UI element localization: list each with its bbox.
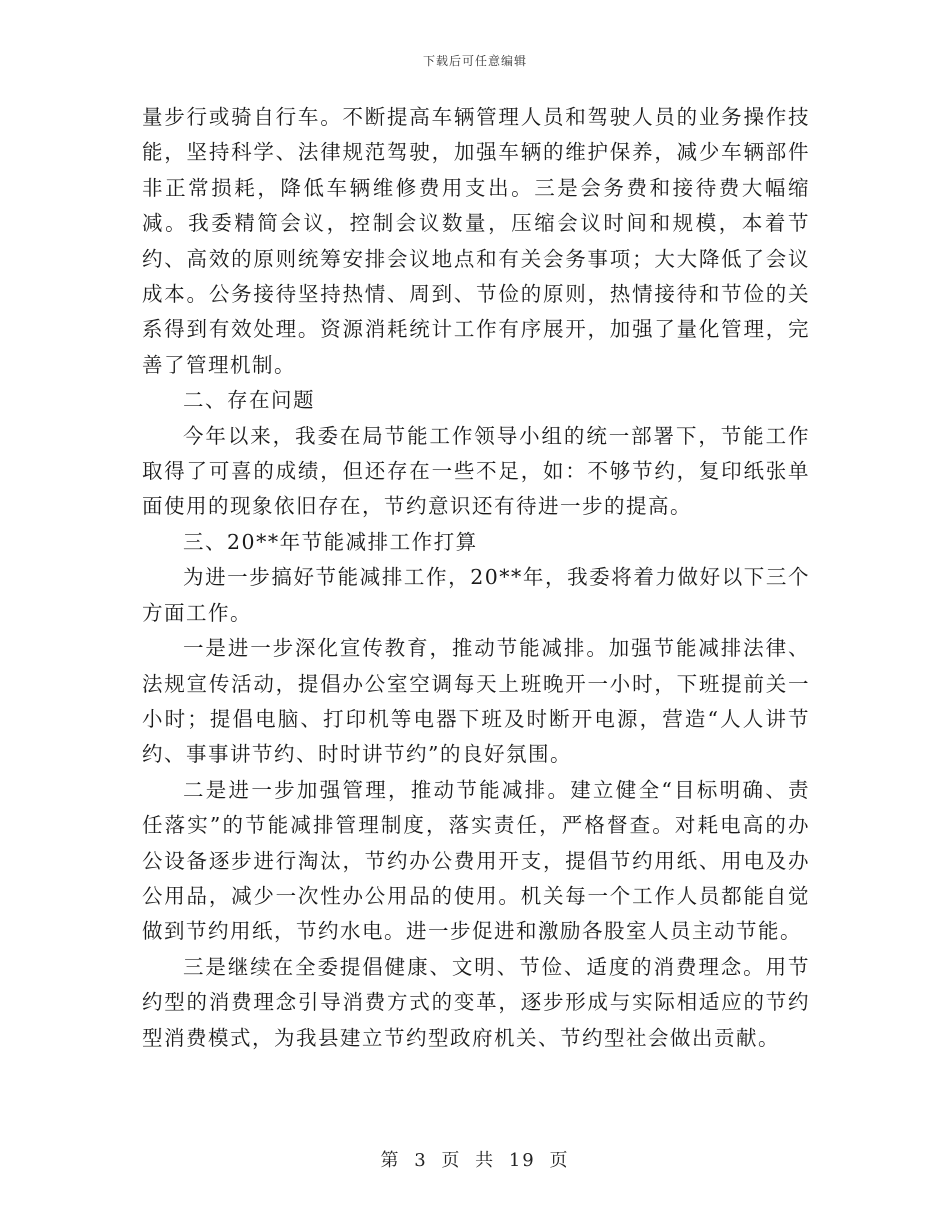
page-number: 第 3 页 共 19 页 — [380, 1150, 570, 1171]
paragraph-plan-intro: 为进一步搞好节能减排工作，20**年，我委将着力做好以下三个方面工作。 — [142, 565, 810, 625]
section-heading-problems: 二、存在问题 — [183, 388, 315, 413]
document-body — [142, 100, 810, 1056]
paragraph-continuation: 量步行或骑自行车。不断提高车辆管理人员和驾驶人员的业务操作技能，坚持科学、法律规范驾驶，加强车辆的维护保养，减少车辆部件非正常损耗，降低车辆维修费用支出。三是会务费和接待费大幅缩减。我委精简会议，控制会议数量，压缩会议时间和规模，本着节约、高效的原则统筹安排会议地点和有关会务事项；大大降低了会议成本。公务接待坚持热情、周到、节俭的原则，热情接待和节俭的关系得到有效处理。资源消耗统计工作有序展开，加强了量化管理，完善了管理机制。 — [142, 105, 810, 377]
paragraph-plan-item-3: 三是继续在全委提倡健康、文明、节俭、适度的消费理念。用节约型的消费理念引导消费方式的变革，逐步形成与实际相适应的节约型消费模式，为我县建立节约型政府机关、节约型社会做出贡献。 — [142, 954, 810, 1050]
paragraph-plan-item-2: 二是进一步加强管理，推动节能减排。建立健全“目标明确、责任落实”的节能减排管理制度，落实责任，严格督查。对耗电高的办公设备逐步进行淘汰，节约办公费用开支，提倡节约用纸、用电及办公用品，减少一次性办公用品的使用。机关每一个工作人员都能自觉做到节约用纸，节约水电。进一步促进和激励各股室人员主动节能。 — [142, 777, 810, 944]
section-heading-plan: 三、20**年节能减排工作打算 — [183, 529, 478, 554]
paragraph-problems: 今年以来，我委在局节能工作领导小组的统一部署下，节能工作取得了可喜的成绩，但还存在一些不足，如：不够节约，复印纸张单面使用的现象依旧存在，节约意识还有待进一步的提高。 — [142, 423, 810, 519]
header-note: 下载后可任意编辑 — [422, 54, 527, 68]
paragraph-plan-item-1: 一是进一步深化宣传教育，推动节能减排。加强节能减排法律、法规宣传活动，提倡办公室空调每天上班晚开一小时，下班提前关一小时；提倡电脑、打印机等电器下班及时断开电源，营造“人人讲节约、事事讲节约、时时讲节约”的良好氛围。 — [142, 636, 810, 767]
